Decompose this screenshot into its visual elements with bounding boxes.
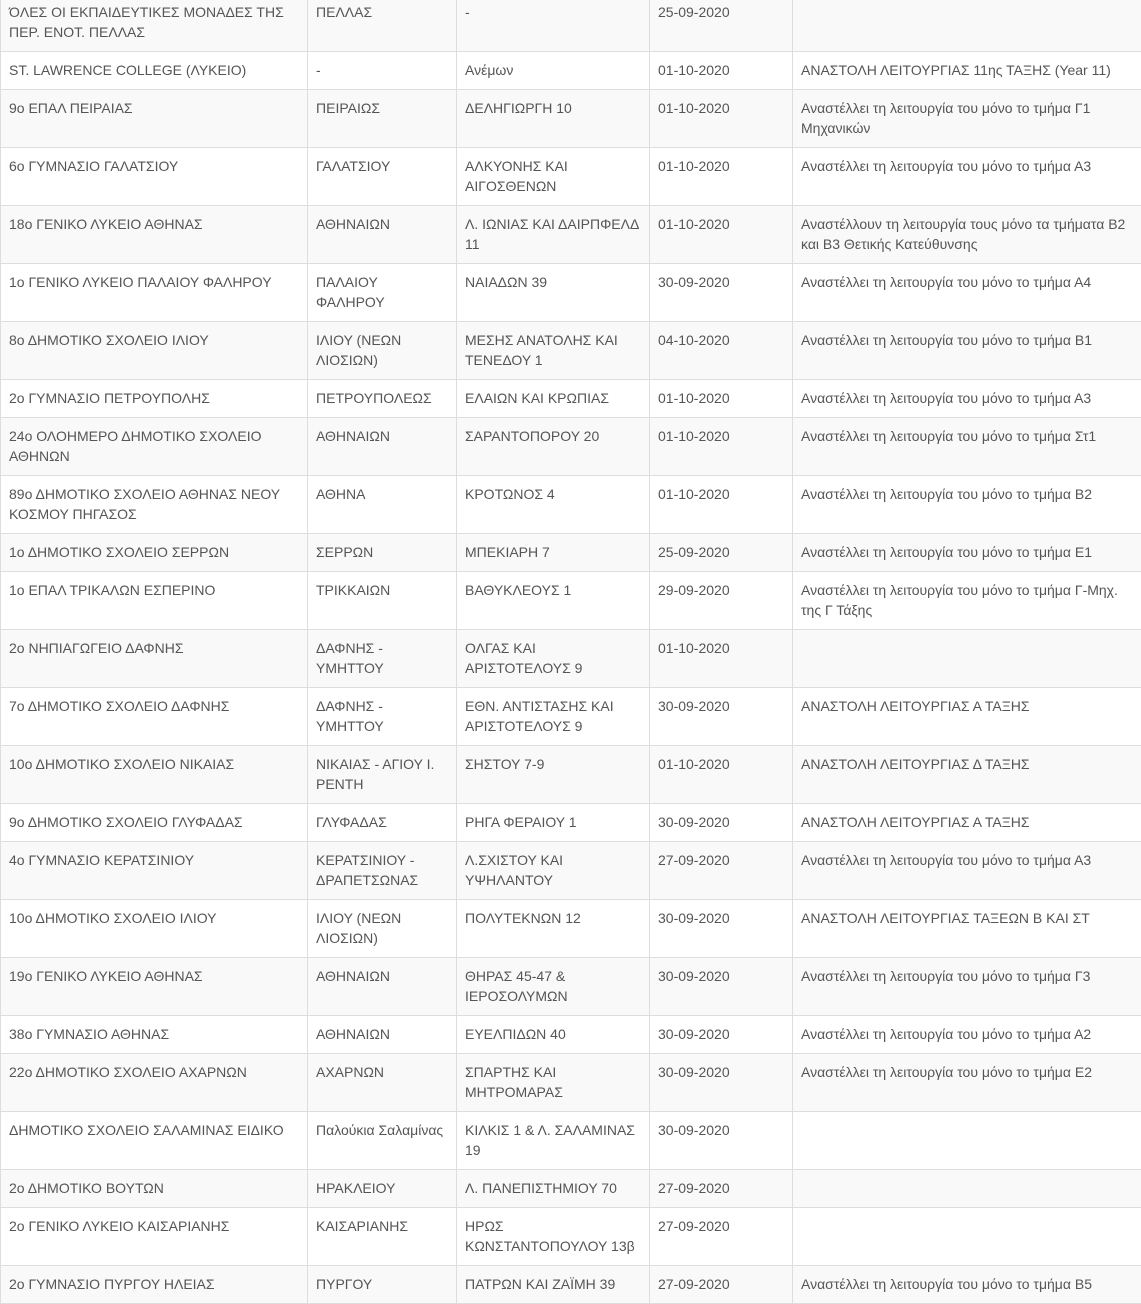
date-cell: 01-10-2020 xyxy=(650,476,793,534)
school-name-cell: 24ο ΟΛΟΗΜΕΡΟ ΔΗΜΟΤΙΚΟ ΣΧΟΛΕΙΟ ΑΘΗΝΩΝ xyxy=(1,418,308,476)
date-cell: 01-10-2020 xyxy=(650,206,793,264)
note-cell: Αναστέλλει τη λειτουργία του μόνο το τμήμα Α2 xyxy=(793,1016,1141,1054)
school-name-cell: 1ο ΓΕΝΙΚΟ ΛΥΚΕΙΟ ΠΑΛΑΙΟΥ ΦΑΛΗΡΟΥ xyxy=(1,264,308,322)
note-cell: Αναστέλλουν τη λειτουργία τους μόνο τα τμήματα Β2 και Β3 Θετικής Κατεύθυνσης xyxy=(793,206,1141,264)
table-row xyxy=(1,206,1141,264)
municipality-cell: ΣΕΡΡΩΝ xyxy=(308,534,457,572)
note-cell xyxy=(793,630,1141,688)
date-cell: 29-09-2020 xyxy=(650,572,793,630)
table-row xyxy=(1,688,1141,746)
table-row xyxy=(1,534,1141,572)
date-cell: 30-09-2020 xyxy=(650,264,793,322)
date-cell: 01-10-2020 xyxy=(650,746,793,804)
school-name-cell: 2ο ΓΥΜΝΑΣΙΟ ΠΥΡΓΟΥ ΗΛΕΙΑΣ xyxy=(1,1266,308,1304)
municipality-cell: ΠΥΡΓΟΥ xyxy=(308,1266,457,1304)
note-cell: ΑΝΑΣΤΟΛΗ ΛΕΙΤΟΥΡΓΙΑΣ 11ης ΤΑΞΗΣ (Year 11) xyxy=(793,52,1141,90)
date-cell: 01-10-2020 xyxy=(650,90,793,148)
address-cell: ΜΠΕΚΙΑΡΗ 7 xyxy=(457,534,650,572)
table-row xyxy=(1,418,1141,476)
address-cell: Ανέμων xyxy=(457,52,650,90)
note-cell: ΑΝΑΣΤΟΛΗ ΛΕΙΤΟΥΡΓΙΑΣ Α ΤΑΞΗΣ xyxy=(793,804,1141,842)
municipality-cell: ΑΧΑΡΝΩΝ xyxy=(308,1054,457,1112)
address-cell: - xyxy=(457,0,650,52)
table-row xyxy=(1,322,1141,380)
date-cell: 04-10-2020 xyxy=(650,322,793,380)
address-cell: ΣΑΡΑΝΤΟΠΟΡΟΥ 20 xyxy=(457,418,650,476)
address-cell: ΑΛΚΥΟΝΗΣ ΚΑΙ ΑΙΓΟΣΘΕΝΩΝ xyxy=(457,148,650,206)
address-cell: ΗΡΩΣ ΚΩΝΣΤΑΝΤΟΠΟΥΛΟΥ 13β xyxy=(457,1208,650,1266)
table-row xyxy=(1,0,1141,52)
table-row xyxy=(1,1016,1141,1054)
school-name-cell: 2ο ΓΥΜΝΑΣΙΟ ΠΕΤΡΟΥΠΟΛΗΣ xyxy=(1,380,308,418)
address-cell: ΣΠΑΡΤΗΣ ΚΑΙ ΜΗΤΡΟΜΑΡΑΣ xyxy=(457,1054,650,1112)
date-cell: 30-09-2020 xyxy=(650,1112,793,1170)
date-cell: 01-10-2020 xyxy=(650,380,793,418)
note-cell: Αναστέλλει τη λειτουργία του μόνο το τμήμα Ε2 xyxy=(793,1054,1141,1112)
address-cell: Λ.ΣΧΙΣΤΟΥ ΚΑΙ ΥΨΗΛΑΝΤΟΥ xyxy=(457,842,650,900)
address-cell: ΟΛΓΑΣ ΚΑΙ ΑΡΙΣΤΟΤΕΛΟΥΣ 9 xyxy=(457,630,650,688)
date-cell: 01-10-2020 xyxy=(650,148,793,206)
school-name-cell: 18ο ΓΕΝΙΚΟ ΛΥΚΕΙΟ ΑΘΗΝΑΣ xyxy=(1,206,308,264)
table-row xyxy=(1,90,1141,148)
address-cell: ΠΟΛΥΤΕΚΝΩΝ 12 xyxy=(457,900,650,958)
municipality-cell: - xyxy=(308,52,457,90)
address-cell: ΔΕΛΗΓΙΩΡΓΗ 10 xyxy=(457,90,650,148)
municipality-cell: ΠΕΤΡΟΥΠΟΛΕΩΣ xyxy=(308,380,457,418)
note-cell: Αναστέλλει τη λειτουργία του μόνο το τμήμα Α4 xyxy=(793,264,1141,322)
school-name-cell: 9ο ΕΠΑΛ ΠΕΙΡΑΙΑΣ xyxy=(1,90,308,148)
note-cell xyxy=(793,1112,1141,1170)
school-name-cell: 1ο ΕΠΑΛ ΤΡΙΚΑΛΩΝ ΕΣΠΕΡΙΝΟ xyxy=(1,572,308,630)
municipality-cell: ΔΑΦΝΗΣ - ΥΜΗΤΤΟΥ xyxy=(308,630,457,688)
note-cell: Αναστέλλει τη λειτουργία του μόνο το τμήμα Α3 xyxy=(793,842,1141,900)
school-name-cell: 89ο ΔΗΜΟΤΙΚΟ ΣΧΟΛΕΙΟ ΑΘΗΝΑΣ ΝΕΟΥ ΚΟΣΜΟΥ ΠΗΓΑΣΟΣ xyxy=(1,476,308,534)
note-cell: Αναστέλλει τη λειτουργία του μόνο το τμήμα Ε1 xyxy=(793,534,1141,572)
municipality-cell: ΠΕΙΡΑΙΩΣ xyxy=(308,90,457,148)
note-cell: Αναστέλλει τη λειτουργία του μόνο το τμήμα Β5 xyxy=(793,1266,1141,1304)
table-row xyxy=(1,1112,1141,1170)
school-name-cell: ΔΗΜΟΤΙΚΟ ΣΧΟΛΕΙΟ ΣΑΛΑΜΙΝΑΣ ΕΙΔΙΚΟ xyxy=(1,1112,308,1170)
school-name-cell: 6ο ΓΥΜΝΑΣΙΟ ΓΑΛΑΤΣΙΟΥ xyxy=(1,148,308,206)
table-row xyxy=(1,804,1141,842)
date-cell: 27-09-2020 xyxy=(650,1170,793,1208)
municipality-cell: ΔΑΦΝΗΣ - ΥΜΗΤΤΟΥ xyxy=(308,688,457,746)
municipality-cell: ΙΛΙΟΥ (ΝΕΩΝ ΛΙΟΣΙΩΝ) xyxy=(308,900,457,958)
school-name-cell: 9ο ΔΗΜΟΤΙΚΟ ΣΧΟΛΕΙΟ ΓΛΥΦΑΔΑΣ xyxy=(1,804,308,842)
table-row xyxy=(1,1170,1141,1208)
note-cell: ΑΝΑΣΤΟΛΗ ΛΕΙΤΟΥΡΓΙΑΣ Δ ΤΑΞΗΣ xyxy=(793,746,1141,804)
address-cell: ΣΗΣΤΟΥ 7-9 xyxy=(457,746,650,804)
date-cell: 30-09-2020 xyxy=(650,900,793,958)
address-cell: Λ. ΙΩΝΙΑΣ ΚΑΙ ΔΑΙΡΠΦΕΛΔ 11 xyxy=(457,206,650,264)
date-cell: 30-09-2020 xyxy=(650,958,793,1016)
note-cell: Αναστέλλει τη λειτουργία του μόνο το τμήμα Β1 xyxy=(793,322,1141,380)
date-cell: 27-09-2020 xyxy=(650,1208,793,1266)
address-cell: ΠΑΤΡΩΝ ΚΑΙ ΖΑΪΜΗ 39 xyxy=(457,1266,650,1304)
municipality-cell: Παλούκια Σαλαμίνας xyxy=(308,1112,457,1170)
note-cell: Αναστέλλει τη λειτουργία του μόνο το τμήμα Α3 xyxy=(793,380,1141,418)
address-cell: ΕΘΝ. ΑΝΤΙΣΤΑΣΗΣ ΚΑΙ ΑΡΙΣΤΟΤΕΛΟΥΣ 9 xyxy=(457,688,650,746)
table-row xyxy=(1,476,1141,534)
table-row xyxy=(1,572,1141,630)
note-cell: Αναστέλλει τη λειτουργία του μόνο το τμήμα Γ-Μηχ. της Γ Τάξης xyxy=(793,572,1141,630)
school-name-cell: 2ο ΓΕΝΙΚΟ ΛΥΚΕΙΟ ΚΑΙΣΑΡΙΑΝΗΣ xyxy=(1,1208,308,1266)
municipality-cell: ΓΑΛΑΤΣΙΟΥ xyxy=(308,148,457,206)
table-row xyxy=(1,380,1141,418)
school-name-cell: ΌΛΕΣ ΟΙ ΕΚΠΑΙΔΕΥΤΙΚΕΣ ΜΟΝΑΔΕΣ ΤΗΣ ΠΕΡ. ΕΝΟΤ. ΠΕΛΛΑΣ xyxy=(1,0,308,52)
table-row xyxy=(1,958,1141,1016)
table-body xyxy=(1,0,1141,1304)
address-cell: ΘΗΡΑΣ 45-47 & ΙΕΡΟΣΟΛΥΜΩΝ xyxy=(457,958,650,1016)
note-cell: Αναστέλλει τη λειτουργία του μόνο το τμήμα Γ1 Μηχανικών xyxy=(793,90,1141,148)
date-cell: 01-10-2020 xyxy=(650,418,793,476)
note-cell xyxy=(793,0,1141,52)
address-cell: ΝΑΙΑΔΩΝ 39 xyxy=(457,264,650,322)
date-cell: 30-09-2020 xyxy=(650,1054,793,1112)
address-cell: ΚΡΟΤΩΝΟΣ 4 xyxy=(457,476,650,534)
table-row xyxy=(1,264,1141,322)
note-cell xyxy=(793,1170,1141,1208)
address-cell: ΡΗΓΑ ΦΕΡΑΙΟΥ 1 xyxy=(457,804,650,842)
municipality-cell: ΚΕΡΑΤΣΙΝΙΟΥ - ΔΡΑΠΕΤΣΩΝΑΣ xyxy=(308,842,457,900)
table-row xyxy=(1,1208,1141,1266)
school-name-cell: 8ο ΔΗΜΟΤΙΚΟ ΣΧΟΛΕΙΟ ΙΛΙΟΥ xyxy=(1,322,308,380)
municipality-cell: ΑΘΗΝΑΙΩΝ xyxy=(308,206,457,264)
address-cell: ΒΑΘΥΚΛΕΟΥΣ 1 xyxy=(457,572,650,630)
note-cell: Αναστέλλει τη λειτουργία του μόνο το τμήμα Γ3 xyxy=(793,958,1141,1016)
municipality-cell: ΓΛΥΦΑΔΑΣ xyxy=(308,804,457,842)
school-name-cell: 4ο ΓΥΜΝΑΣΙΟ ΚΕΡΑΤΣΙΝΙΟΥ xyxy=(1,842,308,900)
table-row xyxy=(1,1054,1141,1112)
municipality-cell: ΚΑΙΣΑΡΙΑΝΗΣ xyxy=(308,1208,457,1266)
school-name-cell: 38ο ΓΥΜΝΑΣΙΟ ΑΘΗΝΑΣ xyxy=(1,1016,308,1054)
school-name-cell: 19ο ΓΕΝΙΚΟ ΛΥΚΕΙΟ ΑΘΗΝΑΣ xyxy=(1,958,308,1016)
table-row xyxy=(1,746,1141,804)
address-cell: ΜΕΣΗΣ ΑΝΑΤΟΛΗΣ ΚΑΙ ΤΕΝΕΔΟΥ 1 xyxy=(457,322,650,380)
municipality-cell: ΑΘΗΝΑΙΩΝ xyxy=(308,418,457,476)
date-cell: 30-09-2020 xyxy=(650,804,793,842)
table-row xyxy=(1,630,1141,688)
school-name-cell: 10ο ΔΗΜΟΤΙΚΟ ΣΧΟΛΕΙΟ ΙΛΙΟΥ xyxy=(1,900,308,958)
address-cell: ΚΙΛΚΙΣ 1 & Λ. ΣΑΛΑΜΙΝΑΣ 19 xyxy=(457,1112,650,1170)
municipality-cell: ΗΡΑΚΛΕΙΟΥ xyxy=(308,1170,457,1208)
school-name-cell: 2ο ΝΗΠΙΑΓΩΓΕΙΟ ΔΑΦΝΗΣ xyxy=(1,630,308,688)
municipality-cell: ΠΕΛΛΑΣ xyxy=(308,0,457,52)
municipality-cell: ΠΑΛΑΙΟΥ ΦΑΛΗΡΟΥ xyxy=(308,264,457,322)
school-name-cell: 10ο ΔΗΜΟΤΙΚΟ ΣΧΟΛΕΙΟ ΝΙΚΑΙΑΣ xyxy=(1,746,308,804)
municipality-cell: ΑΘΗΝΑ xyxy=(308,476,457,534)
table-row xyxy=(1,52,1141,90)
address-cell: Λ. ΠΑΝΕΠΙΣΤΗΜΙΟΥ 70 xyxy=(457,1170,650,1208)
address-cell: ΕΛΑΙΩΝ ΚΑΙ ΚΡΩΠΙΑΣ xyxy=(457,380,650,418)
table-row xyxy=(1,900,1141,958)
date-cell: 30-09-2020 xyxy=(650,688,793,746)
table-row xyxy=(1,148,1141,206)
table-row xyxy=(1,842,1141,900)
school-name-cell: ST. LAWRENCE COLLEGE (ΛΥΚΕΙΟ) xyxy=(1,52,308,90)
note-cell xyxy=(793,1208,1141,1266)
note-cell: ΑΝΑΣΤΟΛΗ ΛΕΙΤΟΥΡΓΙΑΣ ΤΑΞΕΩΝ Β ΚΑΙ ΣΤ xyxy=(793,900,1141,958)
date-cell: 25-09-2020 xyxy=(650,0,793,52)
date-cell: 25-09-2020 xyxy=(650,534,793,572)
school-name-cell: 2ο ΔΗΜΟΤΙΚΟ ΒΟΥΤΩΝ xyxy=(1,1170,308,1208)
date-cell: 30-09-2020 xyxy=(650,1016,793,1054)
date-cell: 27-09-2020 xyxy=(650,842,793,900)
municipality-cell: ΤΡΙΚΚΑΙΩΝ xyxy=(308,572,457,630)
school-name-cell: 22ο ΔΗΜΟΤΙΚΟ ΣΧΟΛΕΙΟ ΑΧΑΡΝΩΝ xyxy=(1,1054,308,1112)
municipality-cell: ΑΘΗΝΑΙΩΝ xyxy=(308,958,457,1016)
municipality-cell: ΙΛΙΟΥ (ΝΕΩΝ ΛΙΟΣΙΩΝ) xyxy=(308,322,457,380)
note-cell: Αναστέλλει τη λειτουργία του μόνο το τμήμα Στ1 xyxy=(793,418,1141,476)
address-cell: ΕΥΕΛΠΙΔΩΝ 40 xyxy=(457,1016,650,1054)
school-name-cell: 1ο ΔΗΜΟΤΙΚΟ ΣΧΟΛΕΙΟ ΣΕΡΡΩΝ xyxy=(1,534,308,572)
note-cell: ΑΝΑΣΤΟΛΗ ΛΕΙΤΟΥΡΓΙΑΣ Α ΤΑΞΗΣ xyxy=(793,688,1141,746)
date-cell: 01-10-2020 xyxy=(650,52,793,90)
school-name-cell: 7ο ΔΗΜΟΤΙΚΟ ΣΧΟΛΕΙΟ ΔΑΦΝΗΣ xyxy=(1,688,308,746)
date-cell: 27-09-2020 xyxy=(650,1266,793,1304)
note-cell: Αναστέλλει τη λειτουργία του μόνο το τμήμα Β2 xyxy=(793,476,1141,534)
municipality-cell: ΝΙΚΑΙΑΣ - ΑΓΙΟΥ Ι. ΡΕΝΤΗ xyxy=(308,746,457,804)
municipality-cell: ΑΘΗΝΑΙΩΝ xyxy=(308,1016,457,1054)
note-cell: Αναστέλλει τη λειτουργία του μόνο το τμήμα Α3 xyxy=(793,148,1141,206)
date-cell: 01-10-2020 xyxy=(650,630,793,688)
